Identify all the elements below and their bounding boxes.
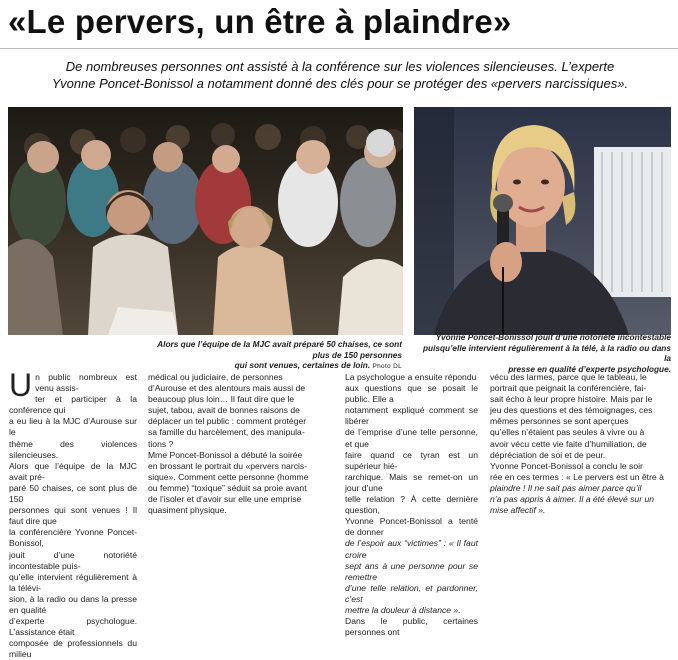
- body-line: Yvonne Poncet-Bonissol a conclu le soir: [490, 460, 643, 471]
- body-line: vécu des larmes, parce que le tableau, le: [490, 372, 647, 382]
- caption-line: puisqu’elle intervient régulièrement à la télé, à la radio ou dans la: [422, 342, 671, 363]
- body-line: sept ans à une personne pour se remettre: [345, 560, 478, 582]
- body-column-4: [490, 372, 670, 516]
- body-line: jouit d’une notoriété incontestable puis-: [9, 549, 137, 571]
- body-line: a eu lieu à la MJC d’Aurouse sur le: [9, 416, 137, 438]
- body-line: faire quand ce tyran est un supérieur hié-: [345, 449, 478, 471]
- body-line: composée de professionnels du milieu: [9, 638, 137, 660]
- body-line: ter et participer à la conférence qui: [9, 394, 137, 416]
- body-line: jeu des questions et des témoignages, ces: [490, 405, 653, 416]
- speaker-photo: [414, 107, 671, 335]
- body-line: thème des violences silencieuses.: [9, 438, 137, 460]
- speaker-photo-illustration: [414, 107, 671, 335]
- body-line: sique». Comment cette personne (homme: [148, 471, 309, 482]
- dropcap: U: [9, 367, 33, 403]
- body-line: ou femme) “toxique” séduit sa proie avant: [148, 482, 307, 493]
- lede-line-1: De nombreuses personnes ont assisté à la conférence sur les violences silencieuses. L’experte: [65, 59, 615, 74]
- caption-line: Alors que l’équipe de la MJC avait préparé 50 chaises, ce sont plus de 150 personnes: [157, 339, 402, 360]
- body-line: Alors que l’équipe de la MJC avait pré-: [9, 460, 137, 482]
- body-line: d’experte psychologue. L’assistance était: [9, 616, 137, 638]
- body-line: personnes qui sont venues ! Il faut dire que: [9, 505, 137, 527]
- body-line: dépréciation de soi et de peur.: [490, 449, 606, 460]
- caption-line: Yvonne Poncet-Bonissol jouit d’une notoriété incontestable: [435, 332, 671, 342]
- body-line: telle relation ? À cette dernière question,: [345, 494, 478, 516]
- body-column-3: [345, 372, 478, 638]
- body-line: qu’elles n’étaient pas seules à vivre ou à: [490, 427, 645, 438]
- body-line: déplacer un tel public : comment protéger: [148, 416, 307, 427]
- body-line: Dans le public, certaines personnes ont: [345, 616, 478, 638]
- body-line: mettre la douleur à distance ».: [345, 604, 461, 615]
- body-line: la conférencière Yvonne Poncet-Bonissol,: [9, 527, 137, 549]
- speaker-photo-caption: [415, 332, 671, 374]
- audience-photo: [8, 107, 403, 335]
- body-line: de l’espoir aux “victimes” : « Il faut croire: [345, 538, 478, 560]
- body-line: Mme Poncet-Bonissol a débuté la soirée: [148, 449, 303, 460]
- headline: «Le pervers, un être à plaindre»: [8, 3, 512, 40]
- body-line: beaucoup plus loin… Il faut dire que le: [148, 394, 295, 405]
- body-line: quasiment physique.: [148, 505, 227, 516]
- audience-photo-caption: [150, 339, 402, 373]
- caption-line: [150, 360, 402, 373]
- body-line: qu’elle intervient régulièrement à la télévi-: [9, 571, 137, 593]
- caption-text: qui sont venues, certaines de loin.: [234, 360, 371, 370]
- body-line: rée en ces termes : « Le pervers est un être à: [490, 471, 664, 482]
- body-line: portrait que peignait la conférencière, fai-: [490, 383, 647, 394]
- body-line: Yvonne Poncet-Bonissol a tenté de donner: [345, 516, 478, 538]
- body-column-1: [9, 367, 137, 660]
- body-line: La psychologue a ensuite répondu: [345, 372, 477, 382]
- body-line: plaindre ! Il ne sait pas aimer parce qu’il: [490, 482, 642, 493]
- body-line: de l’emprise d’une telle personne, et que: [345, 427, 478, 449]
- body-line: n public nombreux est venu assis-: [35, 372, 137, 394]
- body-line: mêmes personnes se sont aperçues: [490, 416, 629, 427]
- lede: [10, 58, 670, 92]
- body-line: aux questions que se posait le public. Elle a: [345, 383, 478, 405]
- lede-line-2: Yvonne Poncet-Bonissol a notamment donné des clés pour se protéger des «pervers narcissiques».: [51, 76, 629, 91]
- headline-rule: [0, 48, 678, 49]
- body-line: d’Aurouse et des alentours mais aussi de: [148, 383, 306, 394]
- photo-credit: Photo DL: [372, 363, 402, 370]
- body-line: en brossant le portrait du «pervers narcis-: [148, 460, 308, 471]
- caption-line: presse en qualité d’experte psychologue.: [508, 363, 671, 374]
- body-line: sa famille du harcèlement, des manipula-: [148, 427, 305, 438]
- body-line: sait écho à leur propre histoire. Mais par le: [490, 394, 653, 405]
- body-line: sion, à la radio ou dans la presse en qualité: [9, 593, 137, 615]
- body-column-2: [148, 372, 336, 516]
- body-line: avoir vécu cette vie faite d’humiliation, de: [490, 438, 647, 449]
- body-line: paré 50 chaises, ce sont plus de 150: [9, 482, 137, 505]
- body-line: de l’isoler et d’avoir sur elle une emprise: [148, 494, 302, 505]
- body-line: n’a pas appris à aimer. Il a été élevé sur un: [490, 494, 655, 505]
- body-line: d’une telle relation, et pardonner, c’est: [345, 582, 478, 604]
- body-line: sujet, tabou, avait de bonnes raisons de: [148, 405, 300, 416]
- audience-photo-illustration: [8, 107, 403, 335]
- body-line: médical ou judiciaire, de personnes: [148, 372, 283, 382]
- body-line: tions ?: [148, 438, 174, 449]
- body-line: notamment expliqué comment se libérer: [345, 405, 478, 427]
- body-line: mise affectif ».: [490, 505, 546, 516]
- body-line: rarchique. Mais se remet-on un jour d’une: [345, 471, 478, 493]
